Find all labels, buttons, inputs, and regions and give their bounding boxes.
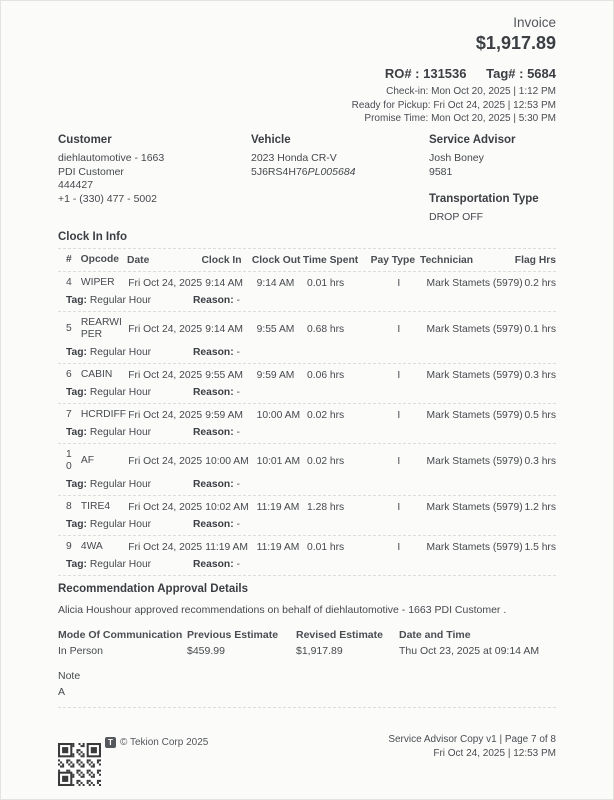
tag-label: Tag: xyxy=(66,347,87,358)
cell-num: 9 xyxy=(66,541,72,552)
cell-num: 7 xyxy=(66,409,72,420)
cell-time-spent: 0.06 hrs xyxy=(307,369,345,381)
cell-clock-out: 11:19 AM xyxy=(256,541,300,553)
cell-clock-in: 9:59 AM xyxy=(205,409,244,421)
cell-clock-out: 9:14 AM xyxy=(256,277,295,289)
cell-flag-hrs: 1.5 hrs xyxy=(524,541,556,553)
approval-section xyxy=(58,583,556,708)
reason-value: - xyxy=(236,387,240,398)
cell-opcode: AF xyxy=(80,455,95,466)
tag-reason-row xyxy=(58,557,556,575)
cell-opcode: REARWIPER xyxy=(80,317,122,340)
tag-value: 5684 xyxy=(527,66,556,81)
note-label: Note xyxy=(58,670,81,682)
col-header-opcode: Opcode xyxy=(80,254,119,265)
reason-label: Reason: xyxy=(193,519,234,530)
reason-label: Reason: xyxy=(193,479,234,490)
cell-clock-in: 9:14 AM xyxy=(205,277,244,289)
clock-row-group xyxy=(58,496,556,536)
tag-reason-row xyxy=(58,293,556,311)
table-row xyxy=(58,496,556,517)
tag-value: Regular Hour xyxy=(89,347,152,358)
vehicle-heading: Vehicle xyxy=(251,134,291,146)
tag-value: Regular Hour xyxy=(89,427,152,438)
customer-phone: +1 - (330) 477 - 5002 xyxy=(58,192,157,205)
customer-id: 444427 xyxy=(58,179,94,191)
col-header-flag-hrs: Flag Hrs xyxy=(514,254,556,266)
cell-clock-out: 9:55 AM xyxy=(256,323,295,335)
info-grid xyxy=(58,134,556,225)
tag-value: Regular Hour xyxy=(89,519,152,530)
tag-reason-row xyxy=(58,517,556,535)
tag-value: Regular Hour xyxy=(89,295,152,306)
cell-clock-out: 10:00 AM xyxy=(256,409,301,421)
note-value: A xyxy=(58,686,66,698)
clock-row-group xyxy=(58,312,556,364)
clock-rows xyxy=(58,272,556,576)
tag-reason-row xyxy=(58,345,556,363)
cell-date: Fri Oct 24, 2025 xyxy=(128,323,203,335)
ro-tag-line xyxy=(352,66,556,81)
tag-label: Tag# : xyxy=(486,66,524,81)
cell-time-spent: 0.01 hrs xyxy=(307,277,345,289)
table-row xyxy=(58,404,556,425)
col-header-pay-type: Pay Type xyxy=(370,254,416,266)
reason-label: Reason: xyxy=(193,295,234,306)
advisor-column xyxy=(429,134,556,225)
printed-date-line: Fri Oct 24, 2025 | 12:53 PM xyxy=(433,748,556,759)
reason-value: - xyxy=(236,347,240,358)
approval-field-revised-estimate: Revised Estimate $1,917.89 xyxy=(296,629,383,657)
note-block xyxy=(58,670,556,708)
col-header-date: Date xyxy=(127,254,150,266)
cell-clock-out: 11:19 AM xyxy=(256,501,300,513)
approval-field-previous-estimate: Previous Estimate $459.99 xyxy=(187,629,279,657)
cell-date: Fri Oct 24, 2025 xyxy=(128,455,203,467)
col-header-clock-in: Clock In xyxy=(201,254,242,266)
tag-label: Tag: xyxy=(66,519,87,530)
cell-flag-hrs: 1.2 hrs xyxy=(524,501,556,513)
footer-page-info xyxy=(388,733,556,761)
invoice-meta xyxy=(352,85,556,126)
cell-flag-hrs: 0.2 hrs xyxy=(524,277,556,289)
reason-value: - xyxy=(236,559,240,570)
vehicle-model: 2023 Honda CR-V xyxy=(251,152,337,164)
tag-label: Tag: xyxy=(66,479,87,490)
ready-for-pickup-line: Ready for Pickup: Fri Oct 24, 2025 | 12:53 PM xyxy=(351,99,556,111)
reason-label: Reason: xyxy=(193,559,234,570)
cell-flag-hrs: 0.3 hrs xyxy=(524,455,556,467)
ro-value: 131536 xyxy=(423,66,467,81)
customer-name: diehlautomotive - 1663 xyxy=(58,152,165,164)
vehicle-vin: 5J6RS4H76PL005684 xyxy=(251,165,356,178)
customer-type: PDI Customer xyxy=(58,165,124,178)
cell-date: Fri Oct 24, 2025 xyxy=(128,369,203,381)
cell-clock-in: 9:55 AM xyxy=(205,369,244,381)
invoice-amount: $1,917.89 xyxy=(475,33,556,53)
tekion-logo-icon: T xyxy=(105,737,116,748)
approval-field-mode: Mode Of Communication In Person xyxy=(58,629,183,657)
cell-technician: Mark Stamets (5979) xyxy=(426,277,523,289)
cell-time-spent: 1.28 hrs xyxy=(307,501,345,513)
cell-time-spent: 0.02 hrs xyxy=(307,455,345,467)
tag-label: Tag: xyxy=(66,295,87,306)
service-advisor-heading: Service Advisor xyxy=(429,134,516,146)
table-row xyxy=(58,272,556,293)
tag-value: Regular Hour xyxy=(89,479,152,490)
tag-label: Tag: xyxy=(66,387,87,398)
tag-value: Regular Hour xyxy=(89,559,152,570)
checkin-line: Check-in: Mon Oct 20, 2025 | 1:12 PM xyxy=(386,86,556,97)
tag-reason-row xyxy=(58,385,556,403)
service-advisor-id: 9581 xyxy=(429,165,453,178)
tag-reason-row xyxy=(58,477,556,495)
vehicle-block xyxy=(251,134,429,225)
cell-opcode: HCRDIFF xyxy=(80,409,127,420)
cell-opcode: 4WA xyxy=(80,541,103,552)
cell-technician: Mark Stamets (5979) xyxy=(426,455,523,467)
footer-copyright-line xyxy=(105,737,208,748)
copyright-text: © Tekion Corp 2025 xyxy=(120,737,209,748)
cell-clock-out: 10:01 AM xyxy=(256,455,301,467)
reason-label: Reason: xyxy=(193,347,234,358)
cell-num: 8 xyxy=(66,501,72,512)
tag-reason-row xyxy=(58,425,556,443)
footer xyxy=(58,733,556,789)
reason-label: Reason: xyxy=(193,387,234,398)
service-advisor-name: Josh Boney xyxy=(429,152,484,164)
table-row xyxy=(58,444,556,477)
table-row xyxy=(58,364,556,385)
cell-pay-type: I xyxy=(397,501,401,513)
tag-label: Tag: xyxy=(66,559,87,570)
invoice-header xyxy=(352,15,556,126)
cell-time-spent: 0.01 hrs xyxy=(307,541,345,553)
cell-time-spent: 0.02 hrs xyxy=(307,409,345,421)
ro-label: RO# : xyxy=(384,66,420,81)
transportation-block xyxy=(429,193,556,225)
copy-version-line: Service Advisor Copy v1 | Page 7 of 8 xyxy=(388,734,556,745)
cell-date: Fri Oct 24, 2025 xyxy=(128,501,203,513)
clock-row-group xyxy=(58,364,556,404)
approval-statement: Alicia Houshour approved recommendations on behalf of diehlautomotive - 1663 PDI Customer . xyxy=(58,604,507,616)
cell-date: Fri Oct 24, 2025 xyxy=(128,541,203,553)
qr-code-icon xyxy=(58,743,101,786)
reason-value: - xyxy=(236,427,240,438)
reason-value: - xyxy=(236,295,240,306)
col-header-technician: Technician xyxy=(420,254,474,266)
table-row xyxy=(58,536,556,557)
cell-pay-type: I xyxy=(397,369,401,381)
cell-pay-type: I xyxy=(397,409,401,421)
clock-row-group xyxy=(58,404,556,444)
cell-clock-in: 10:02 AM xyxy=(205,501,249,513)
cell-technician: Mark Stamets (5979) xyxy=(426,501,523,513)
clock-table-header xyxy=(58,249,556,272)
col-header-time-spent: Time Spent xyxy=(302,254,359,266)
cell-date: Fri Oct 24, 2025 xyxy=(128,409,203,421)
cell-pay-type: I xyxy=(397,323,401,335)
cell-clock-in: 11:19 AM xyxy=(205,541,248,553)
transportation-heading: Transportation Type xyxy=(429,193,539,205)
cell-time-spent: 0.68 hrs xyxy=(307,323,345,335)
approval-grid xyxy=(58,629,556,657)
clock-in-title: Clock In Info xyxy=(58,231,556,249)
clock-row-group xyxy=(58,536,556,576)
cell-technician: Mark Stamets (5979) xyxy=(426,369,523,381)
customer-heading: Customer xyxy=(58,134,112,146)
table-row xyxy=(58,312,556,345)
cell-clock-in: 9:14 AM xyxy=(205,323,244,335)
cell-date: Fri Oct 24, 2025 xyxy=(128,277,203,289)
reason-value: - xyxy=(236,519,240,530)
cell-opcode: TIRE4 xyxy=(80,501,111,512)
promise-time-line: Promise Time: Mon Oct 20, 2025 | 5:30 PM xyxy=(364,113,556,124)
cell-clock-in: 10:00 AM xyxy=(205,455,249,467)
cell-num: 10 xyxy=(66,449,72,472)
col-header-clock-out: Clock Out xyxy=(251,254,301,266)
cell-opcode: CABIN xyxy=(80,369,113,380)
approval-title: Recommendation Approval Details xyxy=(58,583,249,595)
cell-technician: Mark Stamets (5979) xyxy=(426,323,523,335)
reason-value: - xyxy=(236,479,240,490)
approval-field-date-time: Date and Time Thu Oct 23, 2025 at 09:14 AM xyxy=(399,629,540,657)
cell-flag-hrs: 0.3 hrs xyxy=(524,369,556,381)
clock-row-group xyxy=(58,444,556,496)
cell-pay-type: I xyxy=(397,277,401,289)
transportation-value: DROP OFF xyxy=(429,211,484,223)
cell-flag-hrs: 0.5 hrs xyxy=(524,409,556,421)
cell-num: 6 xyxy=(66,369,72,380)
cell-flag-hrs: 0.1 hrs xyxy=(524,323,556,335)
cell-technician: Mark Stamets (5979) xyxy=(426,409,523,421)
tag-label: Tag: xyxy=(66,427,87,438)
cell-opcode: WIPER xyxy=(80,277,115,288)
tag-value: Regular Hour xyxy=(89,387,152,398)
cell-clock-out: 9:59 AM xyxy=(256,369,295,381)
cell-technician: Mark Stamets (5979) xyxy=(426,541,523,553)
cell-num: 5 xyxy=(66,323,72,334)
col-header-num: # xyxy=(66,254,72,265)
service-advisor-block xyxy=(429,134,556,179)
cell-pay-type: I xyxy=(397,455,401,467)
cell-pay-type: I xyxy=(397,541,401,553)
cell-num: 4 xyxy=(66,277,72,288)
invoice-label: Invoice xyxy=(513,15,556,30)
clock-row-group xyxy=(58,272,556,312)
customer-block xyxy=(58,134,251,225)
clock-in-section xyxy=(58,231,556,576)
reason-label: Reason: xyxy=(193,427,234,438)
